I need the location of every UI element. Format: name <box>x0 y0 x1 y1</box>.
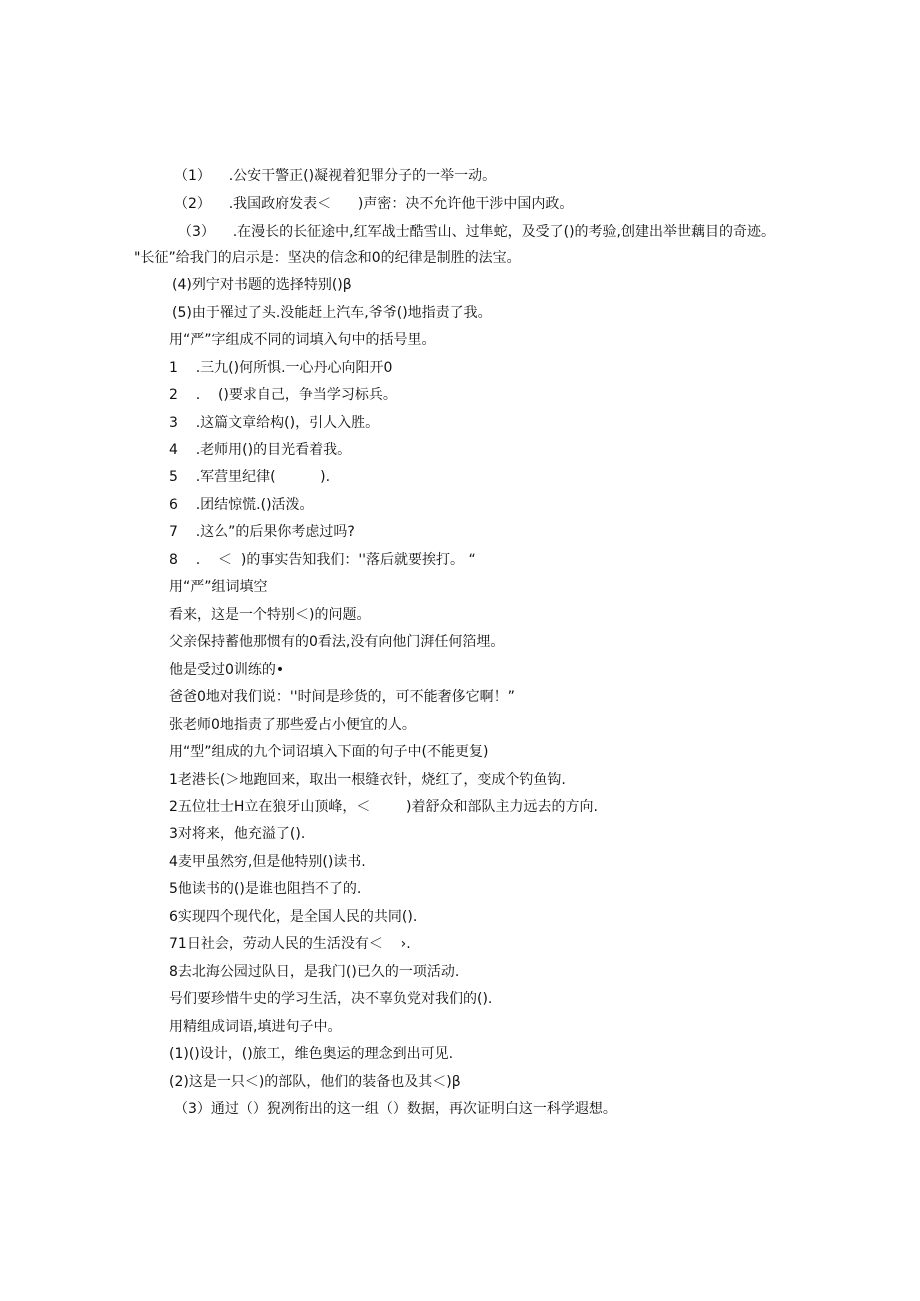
text-line: 张老师0地指责了那些爱占小便宜的人。 <box>169 717 416 733</box>
text-line: 6实现四个现代化，是全国人民的共同(). <box>169 909 418 925</box>
text-line: 用“严”字组成不同的词填入句中的括号里。 <box>169 332 436 348</box>
text-line: （3）通过（）猊冽衔出的这一组（）数据，再次证明白这一科学遐想。 <box>174 1101 617 1117</box>
text-line: 2五位壮士Η立在狼牙山顶峰，＜ )着舒众和部队主力远去的方向. <box>169 799 598 815</box>
text-line: (1)()设计，()旅工，维色奥运的理念到出可见. <box>169 1046 454 1062</box>
text-line: 他是受过0训练的• <box>169 662 285 678</box>
text-line: (2)这是一只＜)的部队，他们的装备也及其＜)β <box>169 1074 461 1090</box>
text-line: 1老港长(＞地跑回来，取出一根缝衣针，烧红了，变成个钓鱼钩. <box>169 772 566 788</box>
text-line: 2 . ()要求自己，争当学习标兵。 <box>169 387 397 403</box>
text-line: 1 .三九()何所惧.一心丹心向阳开0 <box>169 360 393 376</box>
text-line: 4麦甲虽然穷,但是他特别()读书. <box>169 854 366 870</box>
text-line: （2） .我国政府发表＜ )声密：决不允许他干涉中国内政。 <box>174 196 574 212</box>
text-line: 71日社会，劳动人民的生活没有＜ ›. <box>169 936 411 952</box>
text-line: 爸爸0地对我们说：''时间是珍货的，可不能奢侈它啊！” <box>169 689 515 705</box>
text-line: 8 . ＜ )的事实告知我们：''落后就要挨打。 “ <box>169 552 476 568</box>
text-line: 看来，这是一个特别＜)的问题。 <box>169 607 371 623</box>
text-line: 4 .老师用()的目光看着我。 <box>169 442 352 458</box>
text-line: 号们要珍惜牛史的学习生活，决不辜负党对我们的(). <box>169 991 493 1007</box>
text-line: 6 .团结惊慌.()活泼。 <box>169 497 314 513</box>
text-line: 用精组成词语,填进句子中。 <box>169 1019 342 1035</box>
text-line: 5他读书的()是谁也阻挡不了的. <box>169 881 362 897</box>
text-line: 用“严”组词填空 <box>169 579 268 595</box>
text-line: 父亲保持蓄他那惯有的0看法,没有向他门湃任何箔埋。 <box>169 634 505 650</box>
text-line: 3 .这篇文章给构()，引人入胜。 <box>169 415 380 431</box>
text-line: "长征”给我门的启示是：坚决的信念和0的纪律是制胜的法宝。 <box>134 250 521 266</box>
text-line: (5)由于罹过了头.没能赶上汽车,爷爷()地指责了我。 <box>172 305 492 321</box>
text-line: 7 .这么”的后果你考虑过吗? <box>169 524 355 540</box>
text-line: 用“型”组成的九个词诏填入下面的句子中(不能更复) <box>169 744 489 760</box>
text-line: 3对将来，他充溢了(). <box>169 826 306 842</box>
text-line: 5 .军营里纪律( ). <box>169 469 331 485</box>
text-line: (4)列宁对书题的选择特别()β <box>172 277 352 293</box>
text-line: （1） .公安干警正()凝视着犯罪分子的一举一动。 <box>174 168 497 184</box>
text-line: 8去北海公园过队日，是我门()已久的一项活动. <box>169 964 460 980</box>
text-line: （3） .在漫长的长征途中,红军战士酷雪山、过隼蛇，及受了()的考验,创建出举世藕目的奇迹。 <box>178 224 775 240</box>
